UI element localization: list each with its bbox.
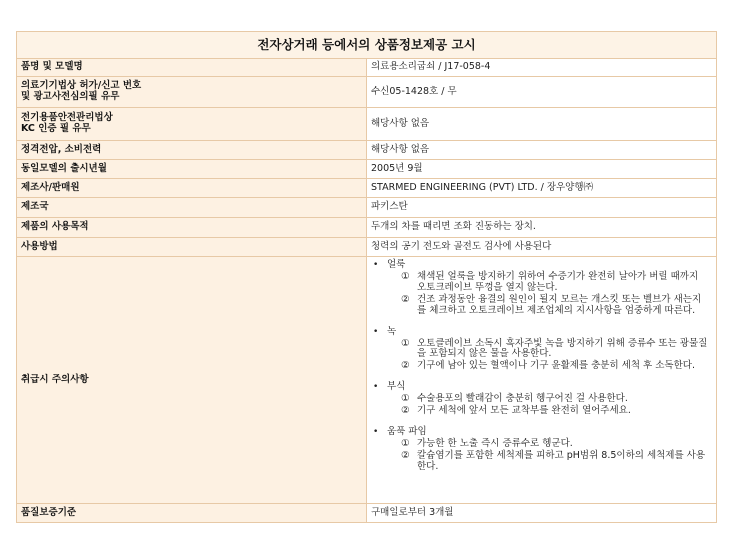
table-row	[17, 77, 717, 108]
care-instructions	[367, 257, 717, 504]
care-item	[401, 361, 710, 372]
table-row	[17, 59, 717, 77]
item-text: 가능한 한 노출 즉시 증류수로 헹군다.	[417, 437, 573, 449]
item-text: 칼슘염기를 포함한 세척제를 피하고 pH범위 8.5이하의 세척제를 사용한다.	[417, 449, 706, 472]
row-value: 수신05-1428호 / 무	[367, 77, 717, 108]
care-item	[401, 394, 710, 405]
item-number: ②	[401, 449, 410, 461]
row-value: 파키스탄	[367, 198, 717, 218]
care-section-corrosion	[373, 382, 710, 417]
item-number: ②	[401, 293, 410, 305]
item-number: ①	[401, 270, 410, 282]
care-section-stain	[373, 260, 710, 317]
row-value: 의료용소리굽쇠 / J17-058-4	[367, 59, 717, 77]
care-heading: 얼룩	[387, 259, 406, 270]
row-label-line: 전기용품안전관리법상	[21, 112, 113, 124]
table-row	[17, 504, 717, 523]
row-label-line: 및 광고사전심의필 유무	[21, 91, 120, 102]
row-label: 제품의 사용목적	[17, 218, 367, 238]
row-label-line: 의료기기법상 허가/신고 번호	[21, 80, 142, 92]
bullet: •	[373, 260, 379, 270]
product-info-notice	[16, 31, 717, 523]
care-row	[17, 257, 717, 504]
care-section-rust	[373, 327, 710, 373]
care-item	[401, 295, 710, 317]
care-item	[401, 439, 710, 450]
care-item	[401, 406, 710, 417]
item-number: ②	[401, 405, 410, 417]
bullet: •	[373, 326, 379, 337]
row-label: 정격전압, 소비전력	[17, 141, 367, 160]
item-text: 기구에 남아 있는 혈액이나 기구 윤활제를 충분히 세척 후 소독한다.	[417, 360, 695, 372]
care-item	[401, 451, 710, 473]
bullet: •	[373, 427, 379, 438]
care-heading: 부식	[387, 381, 406, 393]
table-row	[17, 218, 717, 238]
care-heading: 움푹 파임	[387, 426, 427, 438]
item-text: 기구 세척에 앞서 모든 교착부를 완전히 열어주세요.	[417, 405, 631, 417]
row-value: 해당사항 없음	[367, 108, 717, 141]
item-number: ①	[401, 437, 410, 449]
row-value: STARMED ENGINEERING (PVT) LTD. / 장우양행㈜	[367, 179, 717, 198]
item-number: ①	[401, 393, 410, 405]
warranty-label: 품질보증기준	[17, 504, 367, 523]
care-heading: 녹	[387, 325, 397, 337]
care-section-pitting	[373, 427, 710, 473]
care-label: 취급시 주의사항	[17, 257, 367, 504]
item-text: 채색된 얼룩을 방지하기 위하여 수증기가 완전히 날아가 버릴 때까지 오토크레이브 뚜껑을 열지 않는다.	[417, 270, 699, 293]
care-item	[401, 272, 710, 294]
row-label: 사용방법	[17, 238, 367, 257]
table-row	[17, 238, 717, 257]
row-value: 해당사항 없음	[367, 141, 717, 160]
row-label: 품명 및 모델명	[17, 59, 367, 77]
row-value: 청력의 공기 전도와 골전도 검사에 사용된다	[367, 238, 717, 257]
table-row	[17, 108, 717, 141]
row-label	[17, 108, 367, 141]
row-label	[17, 77, 367, 108]
item-number: ②	[401, 360, 410, 372]
table-row	[17, 141, 717, 160]
item-text: 수술용포의 빨래감이 충분히 헹구어진 걸 사용한다.	[417, 393, 628, 405]
bullet: •	[373, 382, 379, 393]
notice-title: 전자상거래 등에서의 상품정보제공 고시	[17, 32, 717, 59]
table-row	[17, 179, 717, 198]
care-item	[401, 339, 710, 361]
row-value: 2005년 9월	[367, 160, 717, 179]
row-label: 제조사/판매원	[17, 179, 367, 198]
item-text: 오토클레이브 소독시 흑자주빛 녹을 방지하기 위해 증류수 또는 광물질을 포함되지 않은 물을 사용한다.	[417, 337, 708, 360]
warranty-value: 구매일로부터 3개월	[367, 504, 717, 523]
table-row	[17, 198, 717, 218]
row-value: 두개의 차를 때리면 조화 진동하는 장치.	[367, 218, 717, 238]
table-row	[17, 160, 717, 179]
row-label: 동일모델의 출시년월	[17, 160, 367, 179]
product-info-table	[16, 31, 717, 523]
row-label-line: KC 인증 필 유무	[21, 123, 91, 134]
item-number: ①	[401, 337, 410, 349]
row-label: 제조국	[17, 198, 367, 218]
item-text: 건조 과정동안 융결의 원인이 될지 모르는 개스킷 또는 벨브가 새는지를 체크하고 오토크레이브 제조업체의 지시사항을 엄중하게 따른다.	[417, 293, 702, 316]
